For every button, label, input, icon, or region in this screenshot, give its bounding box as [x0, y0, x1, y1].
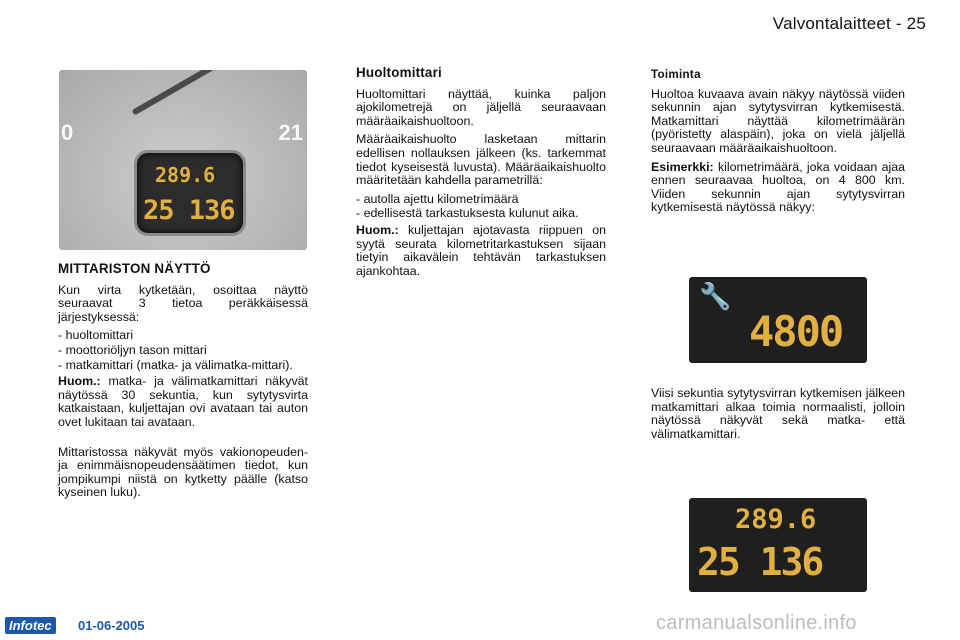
note-text: kuljettajan ajotavasta riippuen on syytä seurata kilometritarkastuksen sijaan tietyin aikavälein tehtävän tarkastuksen ajankohtaa. [356, 222, 606, 278]
list-item: - huoltomittari [58, 329, 308, 343]
service-lcd [689, 277, 867, 363]
gauge-needle [132, 70, 265, 116]
list-item: - moottoriöljyn tason mittari [58, 344, 308, 358]
infotec-badge: Infotec [5, 617, 56, 634]
service-km-reading: 4800 [749, 307, 843, 356]
cruise-paragraph: Mittaristossa näkyvät myös vakionopeuden- ja enimmäisnopeudensäätimen tiedot, kun jompikumpi niistä on kytketty päälle (katso kyseinen luku). [58, 444, 308, 500]
dashboard-photo [59, 70, 307, 250]
page-title: Valvontalaitteet - 25 [772, 14, 926, 33]
section-title: Huoltomittari [356, 65, 442, 80]
watermark: carmanualsonline.info [656, 612, 857, 634]
toiminta-section [651, 68, 905, 220]
huoltomittari-section [356, 66, 606, 283]
gauge-tick-right: 21 [278, 120, 303, 145]
section-title: Toiminta [651, 68, 701, 81]
trip-odometer-lcd [689, 498, 867, 592]
paragraph: Huoltomittari näyttää, kuinka paljon ajokilometrejä on jäljellä seuraavaan määräaikaishuoltoon. [356, 86, 606, 128]
example-paragraph [651, 161, 905, 215]
odometer-reading: 25 136 [697, 540, 823, 584]
odometer-reading: 25 136 [143, 195, 235, 226]
trip-reading: 289.6 [155, 163, 216, 187]
example-label: Esimerkki: [651, 159, 714, 174]
note-label: Huom.: [356, 222, 399, 237]
note-label: Huom.: [58, 374, 101, 389]
mittariston-section [58, 262, 308, 505]
paragraph: Viisi sekuntia sytytysvirran kytkemisen jälkeen matkamittari alkaa toimia normaalisti, jolloin näytössä näkyvät sekä matka- että välimatkamittari. [651, 386, 905, 441]
display-items-list [58, 329, 308, 372]
parameters-list [356, 193, 606, 221]
list-item: - matkamittari (matka- ja välimatka-mittari). [58, 359, 308, 373]
note-text: matka- ja välimatkamittari näkyvät näytössä 30 sekuntia, kun sytytysvirta katkaistaan, kuljettajan ovi avataan tai auton ovet lukitaan tai avataan. [58, 374, 308, 429]
toiminta-continued [651, 387, 905, 446]
example-text: kilometrimäärä, joka voidaan ajaa ennen seuraavaa huoltoa, on 4 800 km. Viiden sekunnin ajan sytytysvirran kytkemisestä näytössä näkyy: [651, 159, 905, 215]
intro-paragraph: Kun virta kytketään, osoittaa näyttö seuraavat 3 tietoa peräkkäisessä järjestyksessä: [58, 282, 308, 324]
note-paragraph [58, 375, 308, 429]
paragraph: Huoltoa kuvaava avain näkyy näytössä viiden sekunnin ajan sytytysvirran kytkemisestä. Matkamittari näyttää kilometrimäärän (pyöristetty alaspäin), joka on vielä jäljellä seuraavaan määräaikaishuoltoon. [651, 86, 905, 155]
page-header [773, 14, 926, 34]
dashboard-lcd [134, 150, 246, 236]
trip-reading: 289.6 [735, 504, 817, 535]
paragraph: Määräaikaishuolto lasketaan mittarin edellisen nollauksen jälkeen (ks. tarkemmat tiedot kyseisestä luvusta). Määräaikaishuolto määritetään kahdella parametrillä: [356, 132, 606, 188]
list-item: - edellisestä tarkastuksesta kulunut aika. [356, 207, 606, 221]
list-item: - autolla ajettu kilometrimäärä [356, 193, 606, 207]
gauge-tick-left: 0 [61, 120, 74, 145]
note-paragraph [356, 224, 606, 278]
footer-date: 01-06-2005 [78, 618, 145, 633]
wrench-icon: 🔧 [699, 281, 732, 311]
section-title: MITTARISTON NÄYTTÖ [58, 261, 211, 276]
